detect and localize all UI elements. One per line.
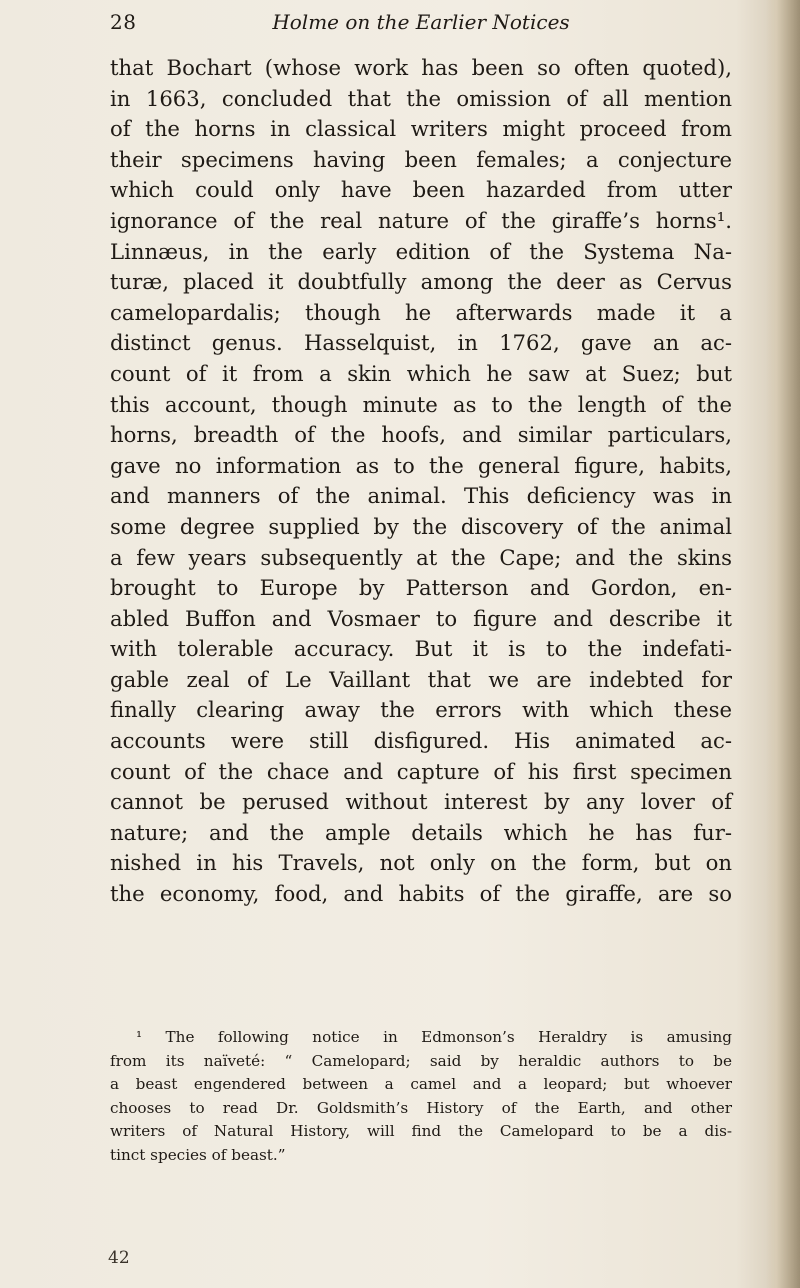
body-line: gave no information as to the general figure, habits, — [110, 452, 732, 478]
page-edge-shadow — [766, 0, 800, 1288]
body-line: Linnæus, in the early edition of the Systema Na- — [110, 238, 732, 264]
footnote-line: chooses to read Dr. Goldsmith’s History of the Earth, and other — [110, 1098, 732, 1117]
body-line: abled Buffon and Vosmaer to figure and describe it — [110, 605, 732, 631]
body-line: cannot be perused without interest by any lover of — [110, 789, 732, 815]
body-line: that Bochart (whose work has been so often quoted), — [110, 55, 732, 80]
body-line: turæ, placed it doubtfully among the deer as Cervus — [110, 269, 732, 295]
body-line: camelopardalis; though he afterwards made it a — [110, 299, 732, 325]
body-line: count of it from a skin which he saw at Suez; but — [110, 360, 732, 386]
running-title: Holme on the Earlier Notices — [272, 10, 570, 34]
body-line: gable zeal of Le Vaillant that we are indebted for — [110, 666, 732, 692]
body-line: in 1663, concluded that the omission of all mention — [110, 85, 732, 111]
body-line: some degree supplied by the discovery of the animal — [110, 513, 732, 539]
body-line: distinct genus. Hasselquist, in 1762, gave an ac- — [110, 330, 732, 356]
signature-mark: 42 — [108, 1248, 130, 1268]
body-line: their specimens having been females; a conjecture — [110, 146, 732, 172]
page-header — [110, 10, 732, 40]
body-line: brought to Europe by Patterson and Gordon, en- — [110, 575, 732, 601]
footnote-line: tinct species of beast.” — [110, 1145, 286, 1164]
body-line: a few years subsequently at the Cape; and the skins — [110, 544, 732, 570]
body-line: this account, though minute as to the length of the — [110, 391, 732, 417]
body-line: with tolerable accuracy. But it is to the indefati- — [110, 636, 732, 662]
body-line: horns, breadth of the hoofs, and similar particulars, — [110, 422, 732, 448]
body-line: finally clearing away the errors with which these — [110, 697, 732, 723]
body-line: accounts were still disfigured. His animated ac- — [110, 728, 732, 754]
body-line: nished in his Travels, not only on the form, but on — [110, 850, 732, 876]
footnote-line: a beast engendered between a camel and a leopard; but whoever — [110, 1075, 732, 1094]
body-line: and manners of the animal. This deficiency was in — [110, 483, 732, 509]
body-line: which could only have been hazarded from utter — [110, 177, 732, 203]
body-line: ignorance of the real nature of the giraffe’s horns¹. — [110, 207, 732, 233]
footnote-line: from its naïveté: “ Camelopard; said by heraldic authors to be — [110, 1051, 732, 1070]
body-line: nature; and the ample details which he has fur- — [110, 819, 732, 845]
body-line: the economy, food, and habits of the giraffe, are so — [110, 881, 732, 907]
body-text — [110, 53, 732, 910]
page-number: 28 — [110, 10, 137, 34]
footnote-line: ¹ The following notice in Edmonson’s Heraldry is amusing — [136, 1028, 732, 1046]
footnote-line: writers of Natural History, will find the Camelopard to be a dis- — [110, 1122, 732, 1141]
footnote — [110, 1026, 732, 1168]
body-line: count of the chace and capture of his first specimen — [110, 758, 732, 784]
body-line: of the horns in classical writers might proceed from — [110, 116, 732, 142]
